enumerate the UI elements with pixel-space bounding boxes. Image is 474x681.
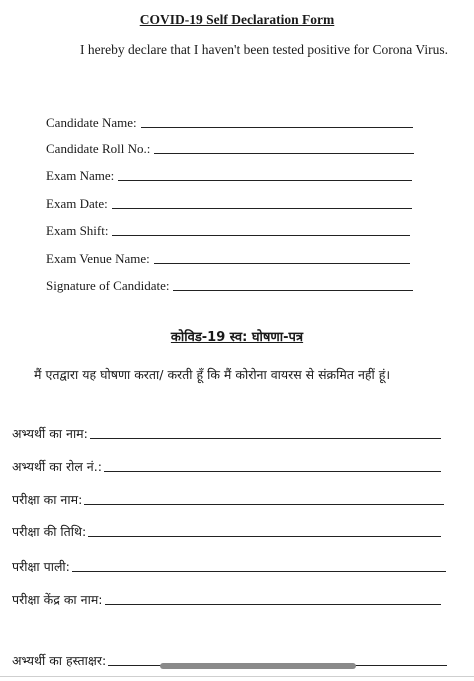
blank-line (104, 471, 441, 472)
blank-line (141, 127, 413, 128)
hindi-exam-date-field (12, 520, 441, 540)
field-label: Exam Shift: (46, 223, 109, 238)
exam-name-field (46, 166, 412, 184)
hindi-exam-name-field (12, 488, 444, 508)
field-label: परीक्षा का नाम: (12, 492, 83, 507)
blank-line (154, 263, 410, 264)
field-label: परीक्षा की तिथि: (12, 524, 87, 539)
blank-line (154, 153, 414, 154)
blank-line (112, 208, 412, 209)
field-label: परीक्षा केंद्र का नाम: (12, 592, 103, 607)
hindi-candidate-name-field (12, 422, 441, 442)
field-label: अभ्यर्थी का नाम: (12, 426, 88, 441)
hindi-form-title: कोविड-19 स्व: घोषणा-पत्र (170, 330, 304, 345)
candidate-roll-no-field (46, 139, 414, 157)
english-declaration-text: I hereby declare that I haven't been tested positive for Corona Virus. (80, 42, 448, 57)
exam-venue-name-field (46, 249, 410, 267)
hindi-declaration-text: मैं एतद्वारा यह घोषणा करता/ करती हूँ कि मैं कोरोना वायरस से संक्रमित नहीं हूं। (34, 367, 391, 382)
blank-line (88, 536, 441, 537)
exam-shift-field (46, 221, 410, 239)
field-label: Exam Venue Name: (46, 251, 150, 266)
hindi-exam-center-field (12, 588, 441, 608)
page-bottom-divider (0, 676, 474, 677)
field-label: Signature of Candidate: (46, 278, 170, 293)
field-label: अभ्यर्थी का हस्ताक्षर: (12, 653, 107, 668)
candidate-name-field (46, 113, 413, 131)
field-label: Candidate Name: (46, 115, 137, 130)
blank-line (173, 290, 413, 291)
field-label: Exam Name: (46, 168, 115, 183)
hindi-exam-shift-field (12, 555, 446, 575)
horizontal-scrollbar[interactable] (160, 663, 356, 669)
field-label: Exam Date: (46, 196, 108, 211)
hindi-roll-no-field (12, 455, 441, 475)
field-label: Candidate Roll No.: (46, 141, 151, 156)
blank-line (118, 180, 412, 181)
blank-line (112, 235, 410, 236)
english-form-title: COVID-19 Self Declaration Form (139, 12, 335, 27)
field-label: अभ्यर्थी का रोल नं.: (12, 459, 102, 474)
blank-line (90, 438, 441, 439)
blank-line (105, 604, 441, 605)
field-label: परीक्षा पाली: (12, 559, 70, 574)
candidate-signature-field (46, 276, 413, 294)
blank-line (84, 504, 444, 505)
exam-date-field (46, 194, 412, 212)
blank-line (72, 571, 446, 572)
